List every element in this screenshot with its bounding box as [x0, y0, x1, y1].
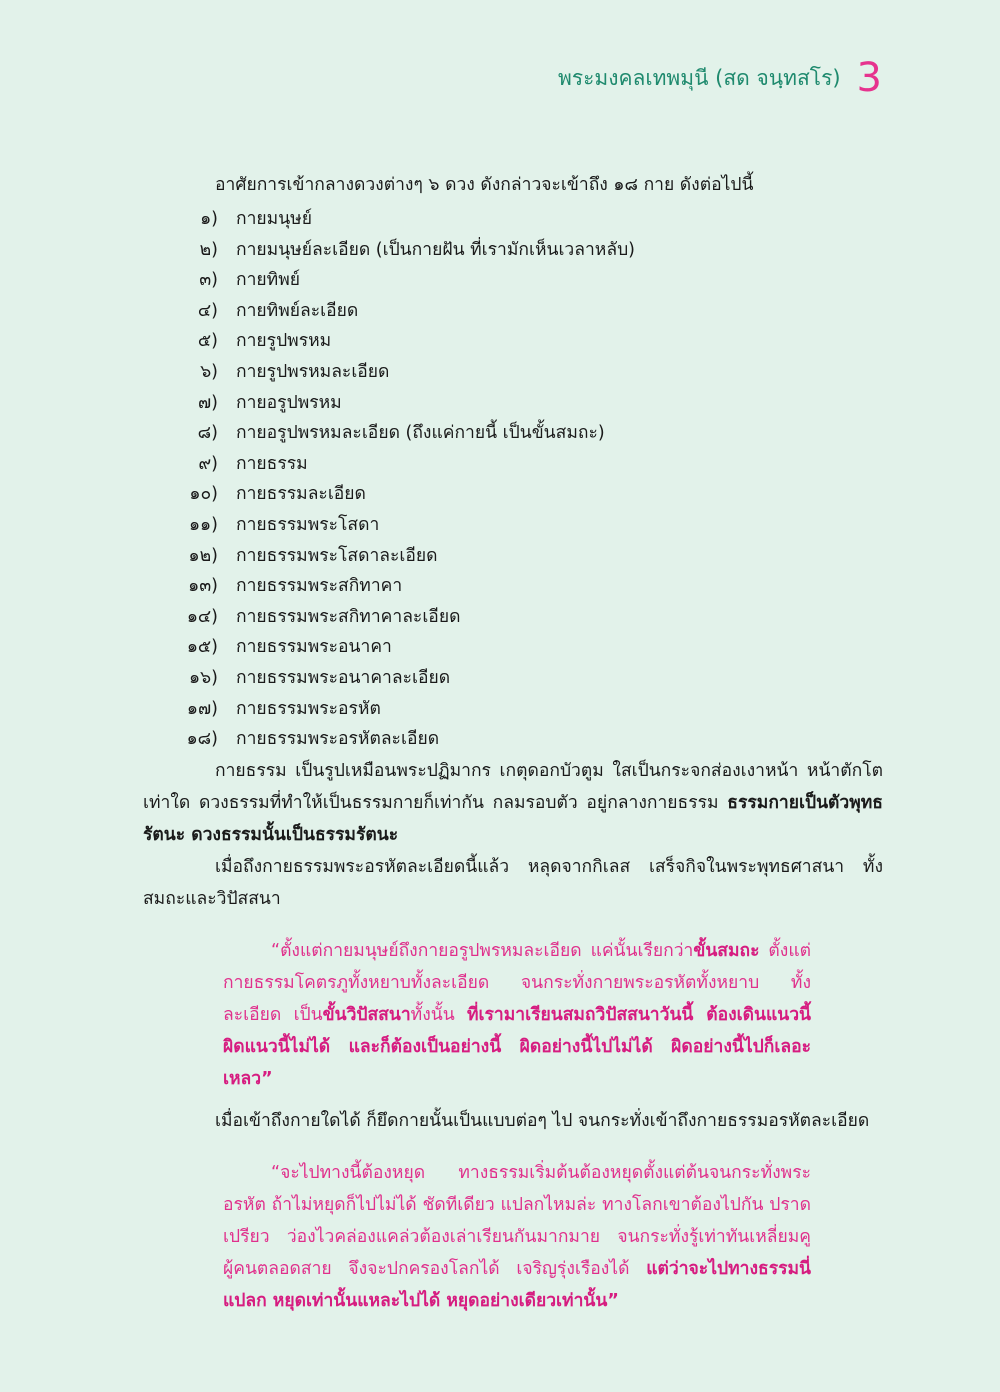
- list-item-number: ๑๕): [186, 637, 218, 658]
- bodies-list: [143, 204, 883, 755]
- list-item-text: กายธรรมพระโสดา: [236, 514, 380, 535]
- list-item-number: ๑๐): [189, 484, 218, 505]
- list-item-number: ๑๓): [188, 576, 218, 597]
- list-item-number: ๑๔): [186, 606, 218, 627]
- list-item: [143, 388, 883, 419]
- list-item: [143, 479, 883, 510]
- list-item-text: กายธรรมพระอรหัต: [236, 698, 381, 719]
- page-number: 3: [856, 55, 882, 101]
- list-item-text: กายทิพย์ละเอียด: [236, 300, 359, 321]
- list-item-text: กายรูปพรหม: [236, 331, 332, 352]
- list-item-number: ๔): [197, 300, 218, 321]
- quote-bold: แต่ว่าจะไปทางธรรมนี่แปลก หยุดเท่านั้นแหละไปได้ หยุดอย่างเดียวเท่านั้น”: [223, 1258, 811, 1311]
- list-item-text: กายธรรมพระโสดาละเอียด: [236, 545, 438, 566]
- list-item: [143, 510, 883, 541]
- paragraph-bold: ธรรมกายเป็นตัวพุทธรัตนะ ดวงธรรมนั้นเป็นธรรมรัตนะ: [143, 792, 883, 845]
- quote-text: ทั้งนั้น: [410, 1004, 468, 1025]
- paragraph-arahant: เมื่อถึงกายธรรมพระอรหัตละเอียดนี้แล้ว หลุดจากกิเลส เสร็จกิจในพระพุทธศาสนา ทั้งสมถะและวิปัสสนา: [143, 856, 883, 909]
- paragraph-dhammakaya: [143, 755, 883, 851]
- list-item: [143, 449, 883, 480]
- list-item: [143, 204, 883, 235]
- list-item-number: ๑๒): [188, 545, 218, 566]
- list-item: [143, 602, 883, 633]
- list-item-text: กายธรรมพระสกิทาคาละเอียด: [236, 606, 461, 627]
- list-item-number: ๙): [198, 453, 218, 474]
- list-item-text: กายธรรมละเอียด: [236, 484, 366, 505]
- list-item: [143, 326, 883, 357]
- list-item-number: ๒): [199, 239, 218, 260]
- paragraph-text: กายธรรม เป็นรูปเหมือนพระปฏิมากร เกตุดอกบัวตูม ใสเป็นกระจกส่องเงาหน้า หน้าตักโตเท่าใด ดวงธรรมที่ทำให้เป็นธรรมกายก็เท่ากัน กลมรอบตัว อยู่กลางกายธรรม: [143, 760, 883, 813]
- quote-bold: ขั้นวิปัสสนา: [322, 1004, 411, 1025]
- list-item: [143, 235, 883, 266]
- list-item-number: ๑๘): [186, 729, 218, 750]
- quote-stopping: [223, 1157, 811, 1317]
- list-item-text: กายมนุษย์: [236, 209, 312, 229]
- quote-text: ตั้งแต่กายธรรมโคตรภูทั้งหยาบทั้งละเอียด จนกระทั่งกายพระอรหัตทั้งหยาบ ทั้งละเอียด เป็น: [223, 940, 811, 1025]
- header-title: พระมงคลเทพมุนี (สด จนฺทสโร): [558, 65, 841, 90]
- list-item: [143, 357, 883, 388]
- page-content: [143, 170, 883, 1327]
- list-item: [143, 724, 883, 755]
- list-item: [143, 571, 883, 602]
- list-item: [143, 541, 883, 572]
- quote-bold: ขั้นสมถะ: [693, 940, 760, 961]
- list-item-number: ๓): [199, 270, 218, 291]
- list-item-text: กายธรรมพระอนาคา: [236, 637, 392, 658]
- list-item-number: ๗): [198, 392, 218, 413]
- list-item: [143, 632, 883, 663]
- list-item-number: ๖): [200, 361, 218, 382]
- list-item: [143, 265, 883, 296]
- list-item-number: ๑๑): [188, 514, 218, 535]
- list-item-number: ๕): [197, 331, 218, 352]
- list-item-text: กายรูปพรหมละเอียด: [236, 361, 390, 382]
- list-item-text: กายธรรมพระอนาคาละเอียด: [236, 667, 451, 688]
- quote-text: “จะไปทางนี้ต้องหยุด ทางธรรมเริ่มต้นต้องหยุดตั้งแต่ต้นจนกระทั่งพระอรหัต ถ้าไม่หยุดก็ไปไม่ได้ ชัดทีเดียว แปลกไหมล่ะ ทางโลกเขาต้องไปกัน ปราดเปรียว ว่องไวคล่องแคล่วต้องเล่าเรียนกันมากมาย จนกระทั่งรู้เท่าทันเหลี่ยมคูผู้คนตลอดสาย จึงจะปกครองโลกได้ เจริญรุ่งเรืองได้: [223, 1162, 811, 1279]
- list-item-text: กายอรูปพรหมละเอียด (ถึงแค่กายนี้ เป็นขั้นสมถะ): [236, 423, 605, 444]
- page-header: [558, 55, 882, 101]
- list-item-text: กายธรรมพระอรหัตละเอียด: [236, 729, 440, 750]
- list-item-text: กายอรูปพรหม: [236, 392, 342, 413]
- list-item: [143, 296, 883, 327]
- list-item-number: ๘): [197, 423, 218, 444]
- quote-text: “ตั้งแต่กายมนุษย์ถึงกายอรูปพรหมละเอียด แค่นั้นเรียกว่า: [271, 940, 694, 961]
- list-item-text: กายทิพย์: [236, 270, 301, 291]
- list-item-text: กายมนุษย์ละเอียด (เป็นกายฝัน ที่เรามักเห็นเวลาหลับ): [236, 239, 636, 260]
- list-item-number: ๑๗): [186, 698, 218, 719]
- intro-line: อาศัยการเข้ากลางดวงต่างๆ ๖ ดวง ดังกล่าวจะเข้าถึง ๑๘ กาย ดังต่อไปนี้: [215, 175, 754, 195]
- paragraph-continue: เมื่อเข้าถึงกายใดได้ ก็ยึดกายนั้นเป็นแบบต่อๆ ไป จนกระทั่งเข้าถึงกายธรรมอรหัตละเอียด: [215, 1110, 870, 1131]
- quote-bold: ที่เรามาเรียนสมถวิปัสสนาวันนี้ ต้องเดินแนวนี้ ผิดแนวนี้ไม่ได้ และก็ต้องเป็นอย่างนี้ ผิดอย่างนี้ไปไม่ได้ ผิดอย่างนี้ไปก็เลอะเหลว”: [223, 1004, 811, 1089]
- quote-samatha-vipassana: [223, 935, 811, 1095]
- list-item: [143, 663, 883, 694]
- list-item-text: กายธรรมพระสกิทาคา: [236, 576, 403, 597]
- list-item-number: ๑): [200, 209, 218, 229]
- list-item: [143, 418, 883, 449]
- list-item: [143, 694, 883, 725]
- list-item-text: กายธรรม: [236, 453, 308, 474]
- list-item-number: ๑๖): [188, 667, 218, 688]
